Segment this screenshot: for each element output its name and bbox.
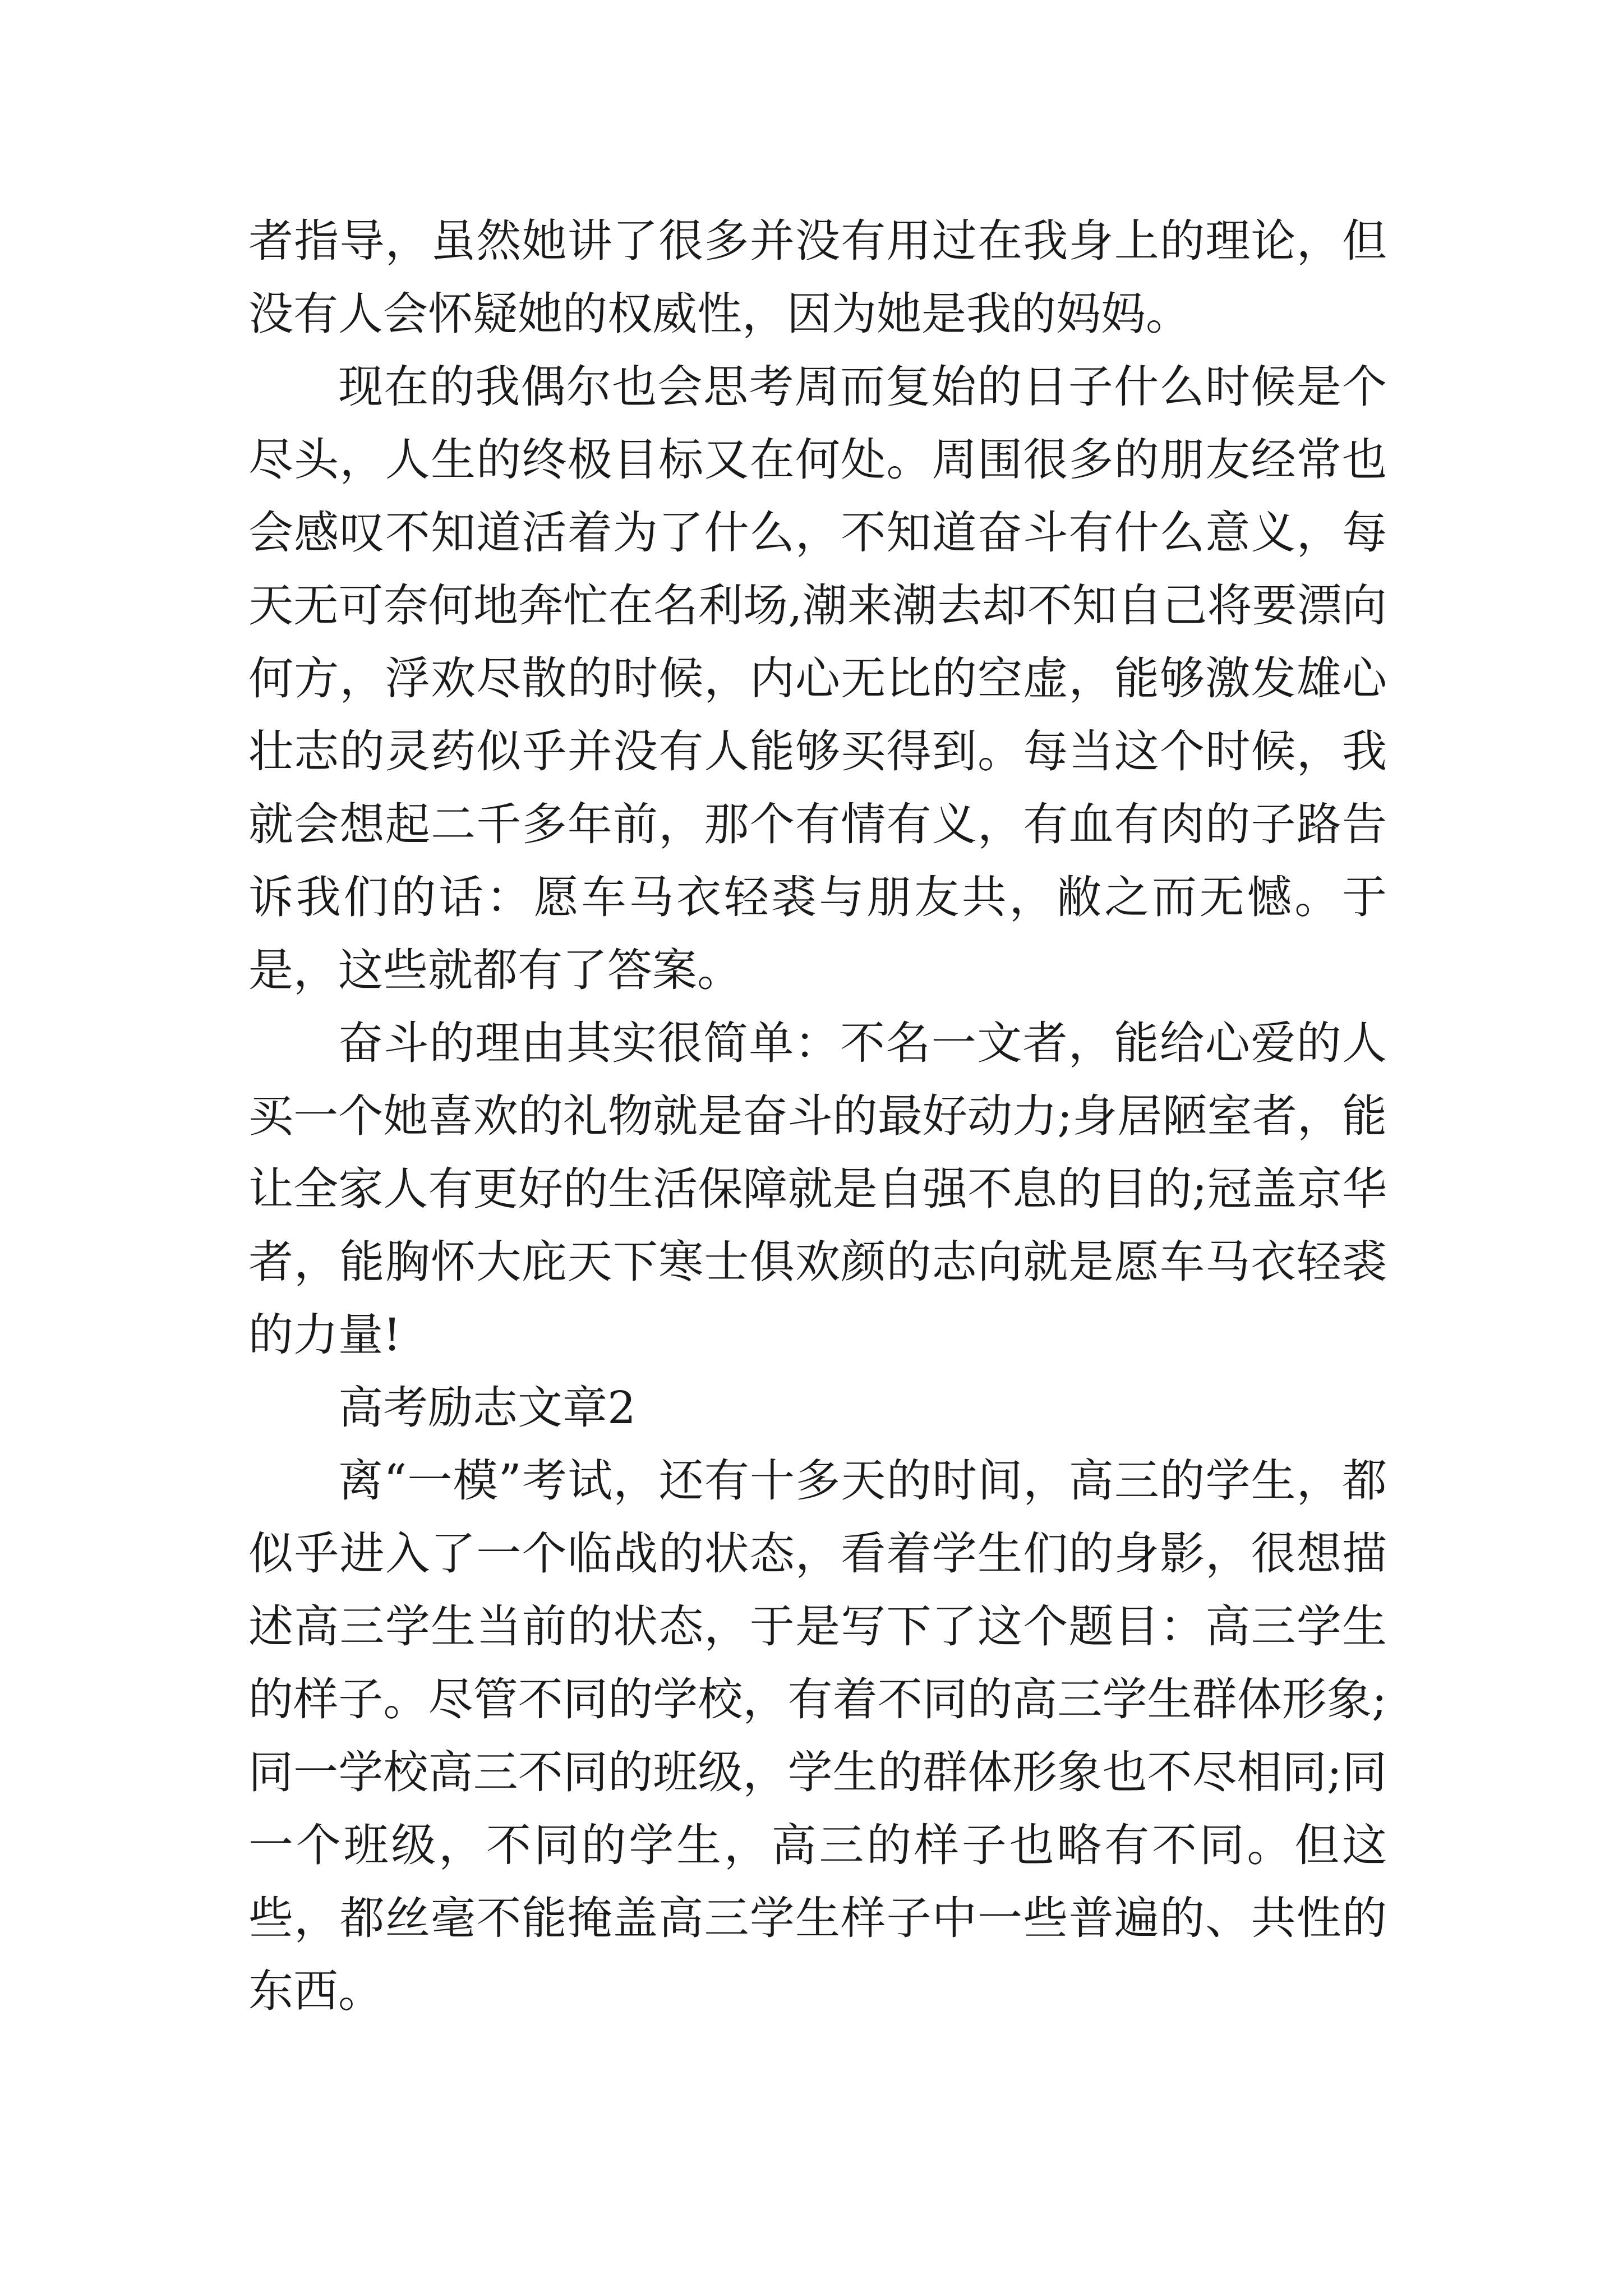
paragraph-continuation: 者指导，虽然她讲了很多并没有用过在我身上的理论，但没有人会怀疑她的权威性，因为她是我的妈妈。 — [248, 215, 1387, 340]
article-heading: 高考励志文章2 — [338, 1382, 636, 1434]
paragraph-reflection: 现在的我偶尔也会思考周而复始的日子什么时候是个尽头，人生的终极目标又在何处。周围很多的朋友经常也会感叹不知道活着为了什么，不知道奋斗有什么意义，每天无可奈何地奔忙在名利场,潮来潮去却不知自己将要漂向何方，浮欢尽散的时候，内心无比的空虚，能够激发雄心壮志的灵药似乎并没有人能够买得到。每当这个时候，我就会想起二千多年前，那个有情有义，有血有肉的子路告诉我们的话：愿车马衣轻裘与朋友共，敝之而无憾。于是，这些就都有了答案。 — [248, 361, 1387, 996]
document-body — [248, 205, 1387, 2028]
paragraph-reasons: 奋斗的理由其实很简单：不名一文者，能给心爱的人买一个她喜欢的礼物就是奋斗的最好动力;身居陋室者，能让全家人有更好的生活保障就是自强不息的目的;冠盖京华者，能胸怀大庇天下寒士俱欢颜的志向就是愿车马衣轻裘的力量! — [248, 1017, 1387, 1361]
paragraph-exam-intro: 离“一模”考试，还有十多天的时间，高三的学生，都似乎进入了一个临战的状态，看着学生们的身影，很想描述高三学生当前的状态，于是写下了这个题目：高三学生的样子。尽管不同的学校，有着不同的高三学生群体形象;同一学校高三不同的班级，学生的群体形象也不尽相同;同一个班级，不同的学生，高三的样子也略有不同。但这些，都丝毫不能掩盖高三学生样子中一些普遍的、共性的东西。 — [248, 1455, 1387, 2017]
